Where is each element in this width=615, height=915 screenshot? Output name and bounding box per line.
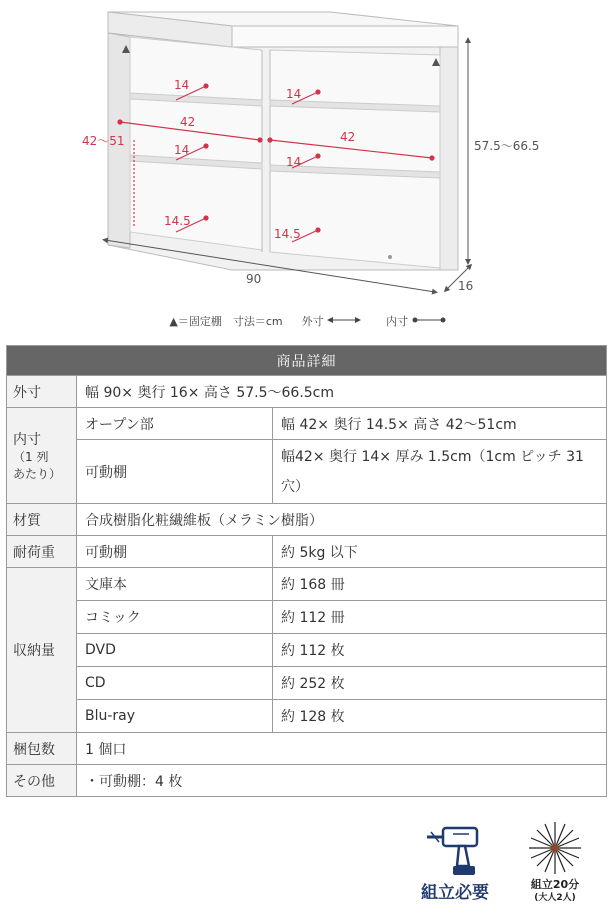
- table-row: [7, 408, 607, 440]
- assembly-required-label: 組立必要: [421, 883, 489, 903]
- capacity-item-name: DVD: [77, 634, 273, 667]
- outer-label: 外寸: [7, 376, 77, 408]
- legend-outer: 外寸: [301, 315, 324, 328]
- capacity-item-value: 約 112 冊: [273, 601, 607, 634]
- capacity-item-value: 約 128 枚: [273, 700, 607, 733]
- legend-inner: 内寸: [386, 315, 409, 328]
- load-value: 約 5kg 以下: [273, 536, 607, 568]
- package-value: 1 個口: [77, 733, 607, 765]
- table-row: [7, 634, 607, 667]
- svg-text:16: 16: [458, 279, 474, 293]
- table-row: [7, 568, 607, 601]
- shelf-left-1-label: 14: [174, 78, 190, 92]
- svg-text:57.5〜66.5: 57.5〜66.5: [474, 139, 540, 153]
- height-dimension: [468, 40, 539, 262]
- table-row: [7, 376, 607, 408]
- assembly-time-label: 組立20分: [530, 878, 580, 891]
- inner-sub2: あたり）: [13, 466, 62, 481]
- inner-width-left-label: 42: [180, 115, 196, 129]
- load-item: 可動棚: [77, 536, 273, 568]
- assembly-time-sub: (大人2人): [534, 893, 576, 903]
- table-row: [7, 700, 607, 733]
- package-label: 梱包数: [7, 733, 77, 765]
- inner-sub: （1 列: [13, 449, 49, 464]
- inner-height-label: 42〜51: [82, 134, 125, 148]
- shelf-right-3-label: 14.5: [274, 227, 301, 241]
- inner-label: 内寸: [13, 431, 41, 448]
- capacity-item-name: 文庫本: [77, 568, 273, 601]
- shelf-label: 可動棚: [77, 440, 273, 504]
- double-arrow-icon: [327, 316, 361, 324]
- capacity-item-name: CD: [77, 667, 273, 700]
- capacity-item-value: 約 112 枚: [273, 634, 607, 667]
- inner-label-cell: [7, 408, 77, 504]
- spec-title: 商品詳細: [7, 346, 607, 376]
- capacity-item-name: Blu-ray: [77, 700, 273, 733]
- capacity-item-value: 約 168 冊: [273, 568, 607, 601]
- shelf-value: 幅42× 奥行 14× 厚み 1.5cm（1cm ピッチ 31 穴）: [273, 440, 607, 504]
- bookshelf-diagram: [0, 0, 615, 340]
- table-row: [7, 733, 607, 765]
- capacity-item-name: コミック: [77, 601, 273, 634]
- table-row: [7, 667, 607, 700]
- table-row: [7, 601, 607, 634]
- assembly-badges: [0, 820, 615, 915]
- table-row: [7, 536, 607, 568]
- material-label: 材質: [7, 504, 77, 536]
- open-label: オープン部: [77, 408, 273, 440]
- open-value: 幅 42× 奥行 14.5× 高さ 42〜51cm: [273, 408, 607, 440]
- shelf-left-2-label: 14: [174, 143, 190, 157]
- table-row: [7, 440, 607, 504]
- other-label: その他: [7, 765, 77, 797]
- inner-width-right-label: 42: [340, 130, 356, 144]
- table-row: [7, 765, 607, 797]
- shelf-right-1-label: 14: [286, 87, 302, 101]
- shelf-left-3-label: 14.5: [164, 214, 191, 228]
- shelf-right-2-label: 14: [286, 155, 302, 169]
- outer-value: 幅 90× 奥行 16× 高さ 57.5〜66.5cm: [77, 376, 607, 408]
- capacity-label: 収納量: [7, 568, 77, 733]
- legend-fixed-shelf: ▲＝固定棚: [169, 315, 222, 328]
- load-label: 耐荷重: [7, 536, 77, 568]
- dimension-legend: [0, 313, 615, 329]
- material-value: 合成樹脂化粧繊維板（メラミン樹脂）: [77, 504, 607, 536]
- drill-icon: [425, 820, 487, 878]
- clock-burst-icon: [525, 820, 585, 878]
- svg-text:90: 90: [246, 272, 262, 286]
- table-row: [7, 504, 607, 536]
- other-value: ・可動棚：4 枚: [77, 765, 607, 797]
- dot-line-icon: [412, 316, 446, 324]
- legend-unit: 寸法＝cm: [232, 315, 283, 328]
- capacity-item-value: 約 252 枚: [273, 667, 607, 700]
- spec-table: [6, 345, 607, 797]
